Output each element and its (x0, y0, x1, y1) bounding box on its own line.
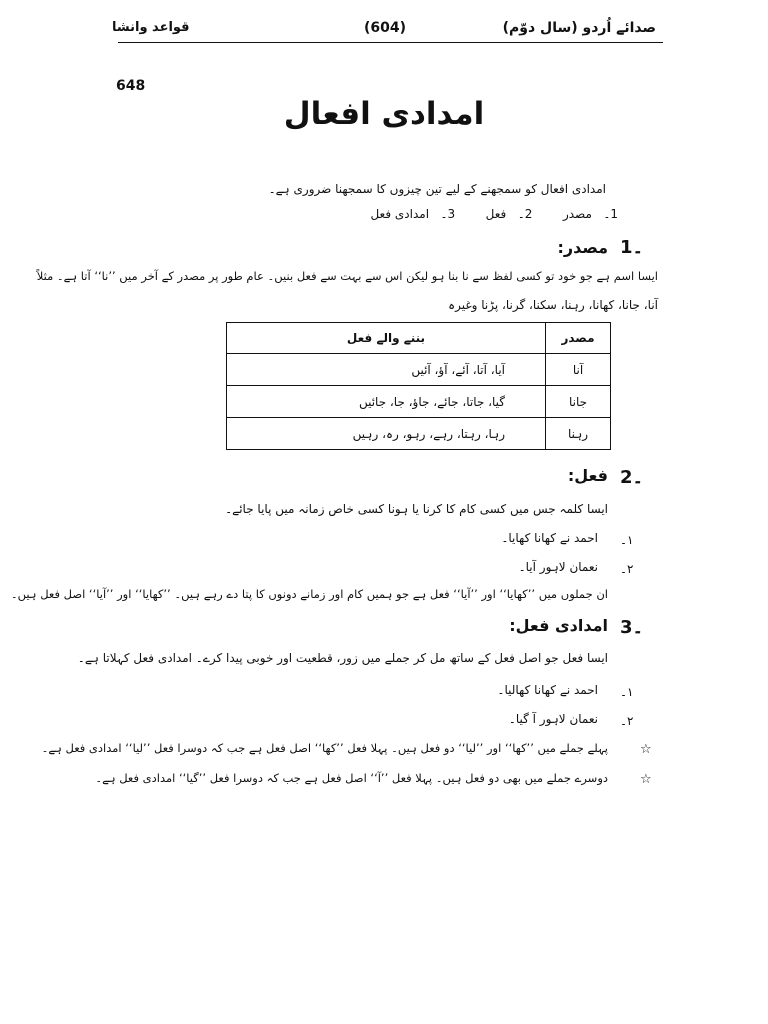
star-icon: ☆ (640, 772, 652, 787)
page-marker: 648 (116, 78, 146, 94)
example-number: ۲۔ (620, 562, 634, 576)
intro-item: 1۔ مصدر (562, 207, 618, 221)
example-number: ۱۔ (620, 685, 634, 699)
masdar-table (226, 322, 611, 450)
page-title: امدادی افعال (283, 96, 485, 132)
intro-item: 2۔ فعل (485, 207, 533, 221)
table-header-forms: بننے والے فعل (227, 323, 546, 354)
section2-heading: فعل: (567, 466, 608, 485)
example-text: نعمان لاہور آ گیا۔ (508, 712, 598, 726)
section2-explanation: ان جملوں میں ’’کھایا‘‘ اور ’’آیا‘‘ فعل ہے جو ہمیں کام اور زمانے دونوں کا پتا دے رہے ہیں۔ ’’کھایا‘‘ اور ’’آیا‘‘ اصل فعل ہیں۔ (10, 587, 608, 601)
example-number: ۲۔ (620, 714, 634, 728)
section1-heading: مصدر: (557, 238, 608, 257)
intro-item: 3۔ امدادی فعل (370, 207, 456, 221)
section1-line2: آنا، جانا، کھانا، رہنا، سکنا، گرنا، پڑنا وغیرہ (448, 298, 658, 312)
section-label: قواعد وانشا (112, 20, 190, 35)
example-number: ۱۔ (620, 533, 634, 547)
table-header-masdar: مصدر (546, 323, 611, 354)
section2-definition: ایسا کلمہ جس میں کسی کام کا کرنا یا ہونا کسی خاص زمانہ میں پایا جائے۔ (225, 502, 608, 516)
table-row (227, 386, 611, 418)
table-cell-masdar: جانا (546, 386, 611, 418)
intro-text: امدادی افعال کو سمجھنے کے لیے تین چیزوں کا سمجھنا ضروری ہے۔ (268, 182, 606, 196)
book-title: صدائے اُردو (سال دوّم) (502, 20, 656, 36)
table-cell-masdar: رہنا (546, 418, 611, 450)
example-text: نعمان لاہور آیا۔ (518, 560, 598, 574)
section3-number: 3۔ (620, 617, 644, 638)
table-row (227, 354, 611, 386)
section1-line1: ایسا اسم ہے جو خود تو کسی لفظ سے نا بنا ہو لیکن اس سے بہت سے فعل بنیں۔ عام طور پر مصدر کے آخر میں ’’نا‘‘ آتا ہے۔ مثلاً (36, 269, 658, 283)
table-header-row (227, 323, 611, 354)
star-icon: ☆ (640, 742, 652, 757)
table-cell-forms: رہا، رہتا، رہے، رہو، رہ، رہیں (227, 418, 546, 450)
note-text: پہلے جملے میں ’’کھا‘‘ اور ’’لیا‘‘ دو فعل ہیں۔ پہلا فعل ’’کھا‘‘ اصل فعل ہے جب کہ دوسرا فعل ’’لیا‘‘ امدادی فعل ہے۔ (41, 741, 608, 755)
table-cell-masdar: آنا (546, 354, 611, 386)
page-number: (604) (363, 20, 407, 36)
section3-definition: ایسا فعل جو اصل فعل کے ساتھ مل کر جملے میں زور، قطعیت اور خوبی پیدا کرے۔ امدادی فعل کہلاتا ہے۔ (77, 651, 608, 665)
intro-list (370, 207, 618, 221)
section2-number: 2۔ (620, 467, 644, 488)
section1-number: 1۔ (620, 237, 644, 258)
section3-heading: امدادی فعل: (509, 616, 608, 635)
table-cell-forms: آیا، آتا، آئے، آؤ، آئیں (227, 354, 546, 386)
example-text: احمد نے کھانا کھالیا۔ (497, 683, 598, 697)
header-rule (118, 42, 663, 43)
example-text: احمد نے کھانا کھایا۔ (501, 531, 598, 545)
note-text: دوسرے جملے میں بھی دو فعل ہیں۔ پہلا فعل ’’آ‘‘ اصل فعل ہے جب کہ دوسرا فعل ’’گیا‘‘ امدادی فعل ہے۔ (95, 771, 608, 785)
table-row (227, 418, 611, 450)
table-cell-forms: گیا، جاتا، جائے، جاؤ، جا، جائیں (227, 386, 546, 418)
